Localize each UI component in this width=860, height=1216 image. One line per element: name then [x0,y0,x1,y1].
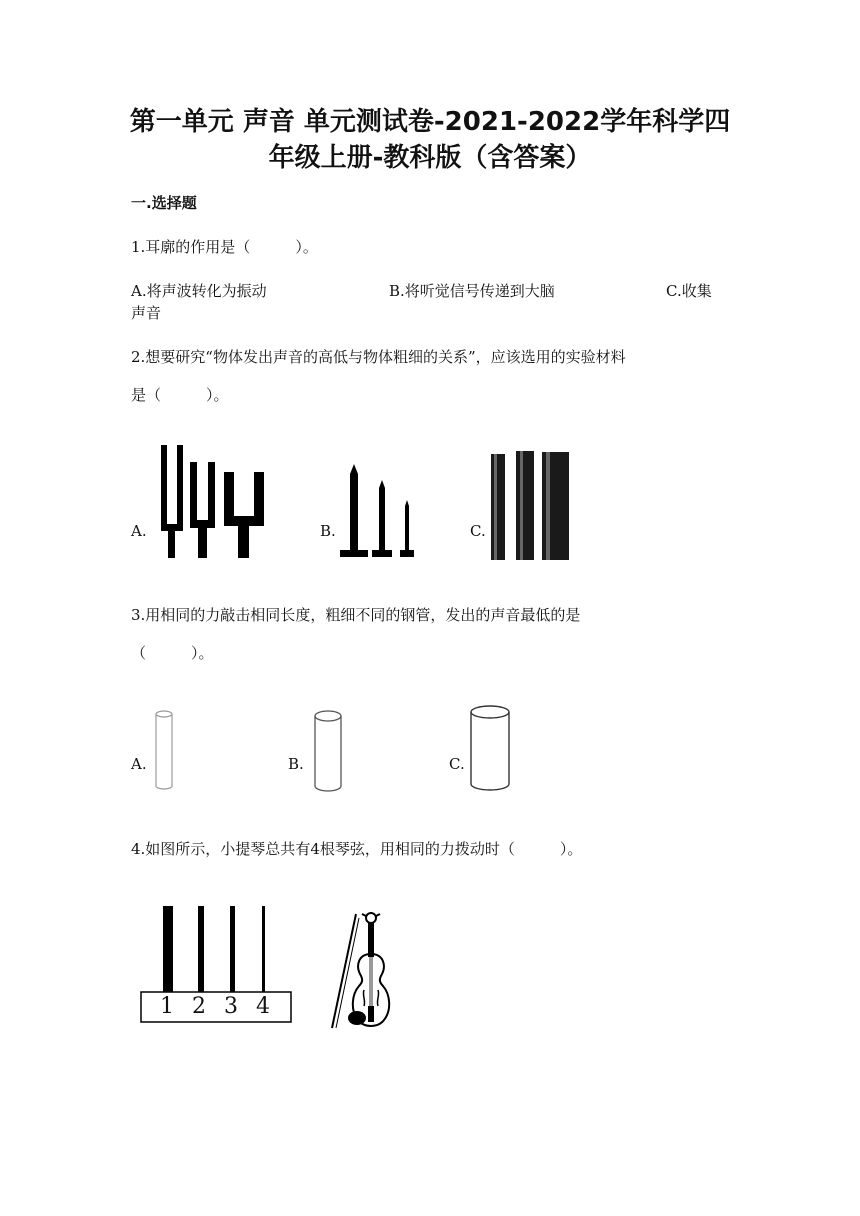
question-2-label-c: C. [470,522,486,540]
question-3-label-c: C. [449,755,465,773]
question-3-label-b: B. [288,755,304,773]
medium-pipe-image [311,706,347,798]
rods-image [488,448,578,563]
nails-image [335,458,425,563]
page-title-line1: 第一单元 声音 单元测试卷-2021-2022学年科学四 [129,107,731,137]
string-number-2: 2 [192,994,206,1019]
thin-pipe-image [152,706,178,796]
string-number-3: 3 [224,994,238,1019]
question-1-option-a: A.将声波转化为振动 [131,282,267,300]
question-2-stem-line2: 是（ ）。 [131,386,229,404]
question-2-label-a: A. [131,522,147,540]
string-number-4: 4 [256,994,270,1019]
question-3-stem-line2: （ ）。 [131,644,214,662]
question-2-label-b: B. [320,522,336,540]
thick-pipe-image [468,702,514,796]
page-title-line2: 年级上册-教科版（含答案） [268,143,592,173]
question-1-option-c: C.收集 [666,282,712,300]
section-heading: 一.选择题 [131,194,197,212]
string-number-1: 1 [160,994,174,1019]
question-1-stem: 1.耳廓的作用是（ ）。 [131,238,318,256]
question-2-stem-line1: 2.想要研究“物体发出声音的高低与物体粗细的关系”，应该选用的实验材料 [131,348,626,366]
violin-image [322,906,402,1036]
question-1-option-b: B.将听觉信号传递到大脑 [389,282,555,300]
question-1-option-c-continued: 声音 [131,304,162,322]
question-3-label-a: A. [131,755,147,773]
tuning-forks-image [150,440,280,565]
question-4-stem: 4.如图所示，小提琴总共有4根琴弦，用相同的力拨动时（ ）。 [131,840,583,858]
question-3-stem-line1: 3.用相同的力敲击相同长度，粗细不同的钢管，发出的声音最低的是 [131,606,581,624]
